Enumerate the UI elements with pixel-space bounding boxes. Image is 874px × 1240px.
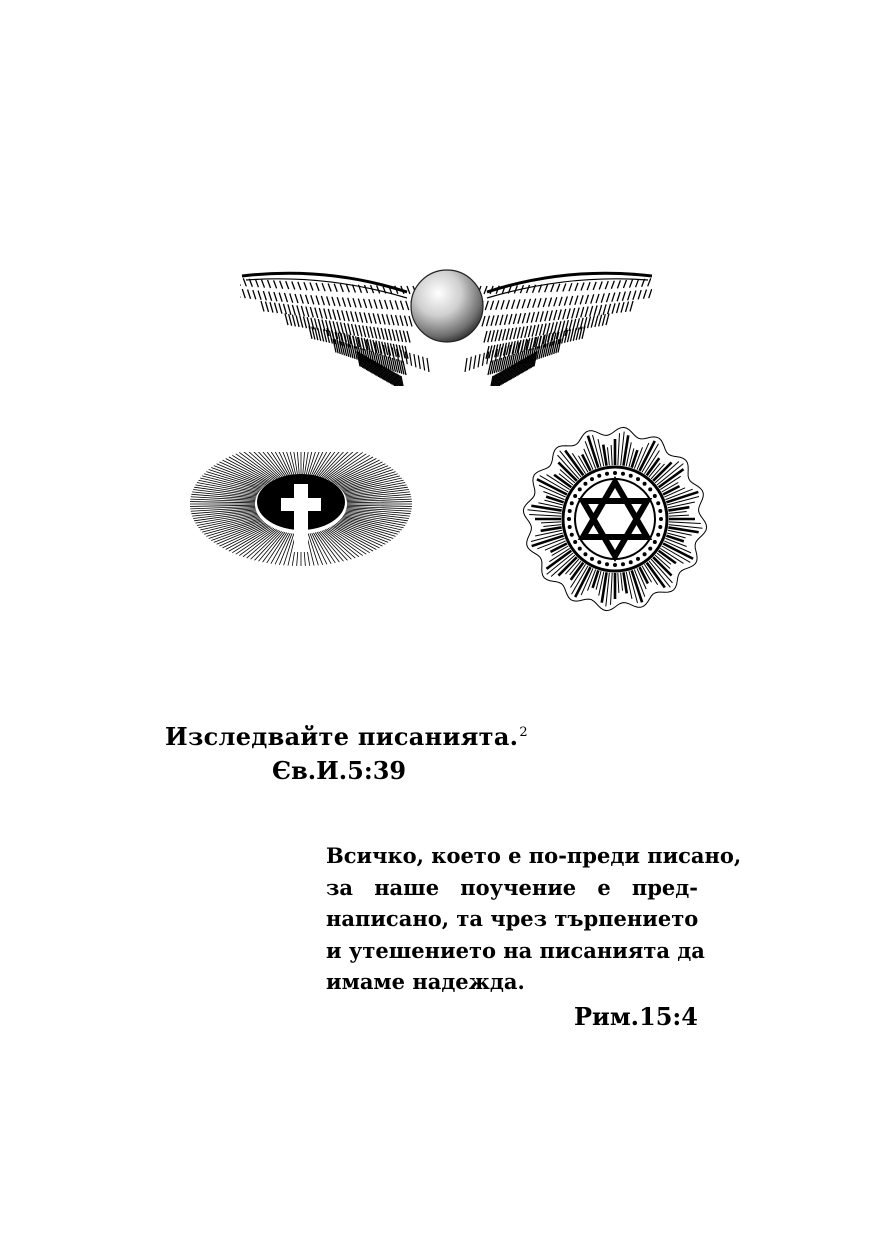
verse-line: написано, та чрез търпението	[326, 906, 699, 931]
epigraph-title	[165, 722, 528, 751]
epigraph-title-text: Изследвайте писанията.	[165, 722, 519, 751]
right-wing-icon	[465, 273, 652, 386]
verse-reference: Рим.15:4	[573, 1001, 698, 1031]
epigraph-reference: Єв.И.5:39	[272, 756, 407, 785]
verse-block	[326, 840, 742, 1031]
radiant-cross-icon	[188, 452, 414, 582]
left-wing-icon	[240, 273, 429, 386]
footnote-marker: 2	[519, 725, 528, 740]
verse-line: Всичко, което е по-преди писано,	[326, 843, 742, 868]
winged-sphere-icon	[240, 262, 652, 386]
verse-line: имаме надежда.	[326, 969, 525, 994]
verse-line: за наше поучение е пред-	[326, 874, 698, 900]
radiant-star-of-david-icon	[520, 424, 710, 614]
sphere-icon	[411, 270, 483, 342]
verse-line: и утешението на писанията да	[326, 937, 705, 963]
